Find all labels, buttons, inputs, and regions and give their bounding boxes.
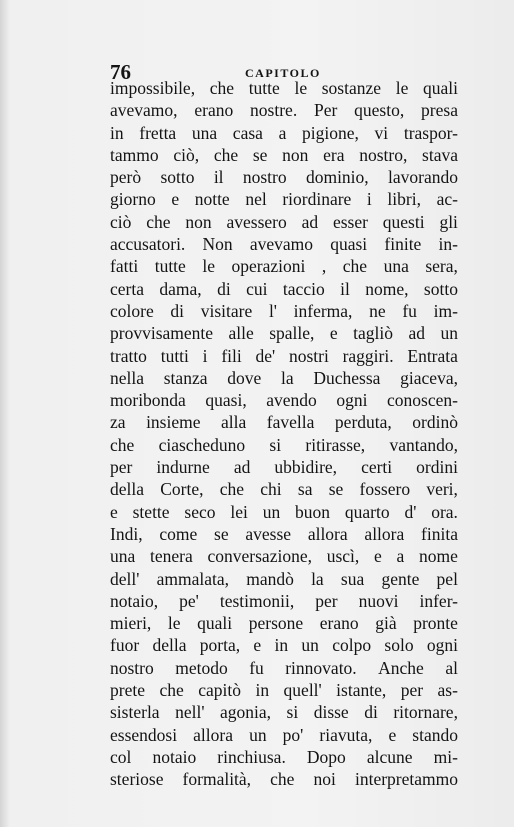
text-line: Indi, come se avesse allora allora finita bbox=[110, 523, 458, 544]
text-line: tratto tutti i fili de' nostri raggiri. Entrata bbox=[110, 345, 458, 366]
text-line: provvisamente alle spalle, e tagliò ad un bbox=[110, 323, 458, 344]
text-line: impossibile, che tutte le sostanze le quali bbox=[110, 78, 458, 98]
running-head: CAPITOLO bbox=[245, 66, 321, 80]
body-text bbox=[110, 77, 458, 791]
text-line: essendosi allora un po' riavuta, e stando bbox=[110, 724, 458, 745]
text-line: sisterla nell' agonia, si disse di ritornare, bbox=[110, 702, 458, 723]
text-line: però sotto il nostro dominio, lavorando bbox=[110, 167, 458, 188]
text-line: fatti tutte le operazioni , che una sera, bbox=[110, 256, 458, 277]
text-line: ciò che non avessero ad esser questi gli bbox=[110, 211, 458, 232]
text-line: nella stanza dove la Duchessa giaceva, bbox=[110, 367, 458, 388]
text-line: tammo ciò, che se non era nostro, stava bbox=[110, 144, 458, 165]
text-line: giorno e notte nel riordinare i libri, ac- bbox=[110, 189, 458, 210]
text-line: mieri, le quali persone erano già pronte bbox=[110, 613, 458, 634]
text-line: colore di visitare l' inferma, ne fu im- bbox=[110, 300, 458, 321]
text-line: per indurne ad ubbidire, certi ordini bbox=[110, 457, 458, 478]
text-line: notaio, pe' testimonii, per nuovi infer- bbox=[110, 590, 458, 611]
text-line: prete che capitò in quell' istante, per as- bbox=[110, 680, 458, 701]
text-line: in fretta una casa a pigione, vi traspor- bbox=[110, 122, 458, 143]
text-line: e stette seco lei un buon quarto d' ora. bbox=[110, 501, 458, 522]
text-line: dell' ammalata, mandò la sua gente pel bbox=[110, 568, 458, 589]
text-line: za insieme alla favella perduta, ordinò bbox=[110, 412, 458, 433]
text-line: nostro metodo fu rinnovato. Anche al bbox=[110, 657, 458, 678]
text-line: col notaio rinchiusa. Dopo alcune mi- bbox=[110, 746, 458, 767]
text-line: certa dama, di cui taccio il nome, sotto bbox=[110, 278, 458, 299]
text-line: moribonda quasi, avendo ogni conoscen- bbox=[110, 390, 458, 411]
text-line: avevamo, erano nostre. Per questo, presa bbox=[110, 100, 458, 121]
text-line: accusatori. Non avevamo quasi finite in- bbox=[110, 234, 458, 255]
text-line: fuor della porta, e in un colpo solo ogni bbox=[110, 635, 458, 656]
text-line: della Corte, che chi sa se fossero veri, bbox=[110, 479, 458, 500]
page-number: 76 bbox=[110, 60, 131, 84]
text-line: una tenera conversazione, uscì, e a nome bbox=[110, 546, 458, 567]
text-line: steriose formalità, che noi interpretammo bbox=[110, 769, 458, 790]
text-line: che ciascheduno si ritirasse, vantando, bbox=[110, 434, 458, 455]
